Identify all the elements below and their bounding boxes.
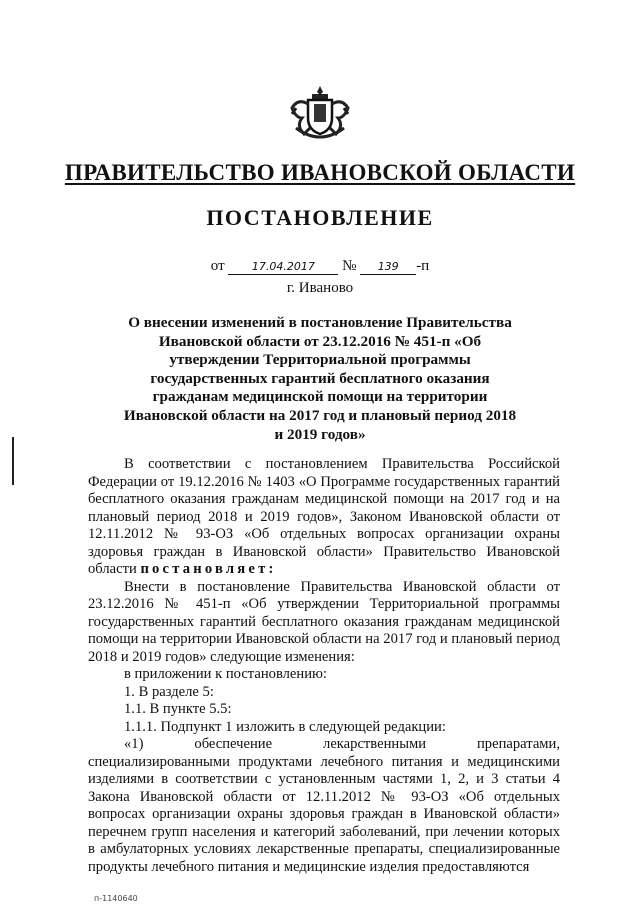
date-number-line — [0, 258, 640, 275]
date-field: 17.04.2017 — [228, 259, 338, 275]
government-title: ПРАВИТЕЛЬСТВО ИВАНОВСКОЙ ОБЛАСТИ — [64, 160, 576, 185]
coat-of-arms-icon — [288, 84, 352, 144]
number-field: 139 — [360, 259, 416, 275]
paragraph: 1.1.1. Подпункт 1 изложить в следующей редакции: — [124, 718, 446, 735]
document-body — [88, 456, 560, 876]
paragraph: 1.1. В пункте 5.5: — [124, 701, 232, 717]
margin-mark — [12, 437, 14, 485]
paragraph: «1) обеспечение лекарственными препаратами, специализированными продуктами лечебного питания и медицинскими изделиями в соответствии с установленным частями 1, 2, и 3 статьи 4 Закона Ивановской области от 12.11.2012 № 93-ОЗ «Об отдельных вопросах организации охраны здоровья граждан в Ивановской области» перечнем групп населения и категорий заболеваний, при лечении которых в амбулаторных условиях лекарственные препараты, специализированные продукты лечебного питания и медицинские изделия предоставляются — [88, 736, 560, 875]
paragraph: Внести в постановление Правительства Ивановской области от 23.12.2016 № 451-п «Об утверждении Территориальной программы государственных гарантий бесплатного оказания гражданам медицинской помощи на территории Ивановской области на 2017 год и плановый период 2018 и 2019 годов» следующие изменения: — [88, 578, 560, 665]
decree-word: постановляет: — [140, 561, 277, 577]
city: г. Иваново — [286, 280, 354, 296]
number-prefix: № — [342, 258, 357, 274]
paragraph-text: В соответствии с постановлением Правительства Российской Федерации от 19.12.2016 № 1403 «О Программе государственных гарантий бесплатного оказания гражданам медицинской помощи на 2017 год и на плановый период 2018 и 2019 годов», Законом Ивановской области от 12.11.2012 № 93-ОЗ «Об отдельных вопросах организации охраны здоровья граждан в Ивановской области» Правительство Ивановской области — [88, 456, 560, 577]
date-prefix: от — [210, 258, 225, 274]
paragraph: 1. В разделе 5: — [124, 683, 214, 700]
document-code: п-1140640 — [94, 894, 138, 903]
document-subject: О внесении изменений в постановление Правительства Ивановской области от 23.12.2016 № 451-п «Об утверждении Территориальной программы государственных гарантий бесплатного оказания гражданам медицинской помощи на территории Ивановской области на 2017 год и плановый период 2018 и 2019 годов» — [123, 314, 517, 443]
number-suffix: -п — [416, 258, 430, 274]
paragraph: в приложении к постановлению: — [124, 666, 327, 682]
document-type: ПОСТАНОВЛЕНИЕ — [206, 205, 434, 230]
paragraph — [88, 456, 560, 579]
